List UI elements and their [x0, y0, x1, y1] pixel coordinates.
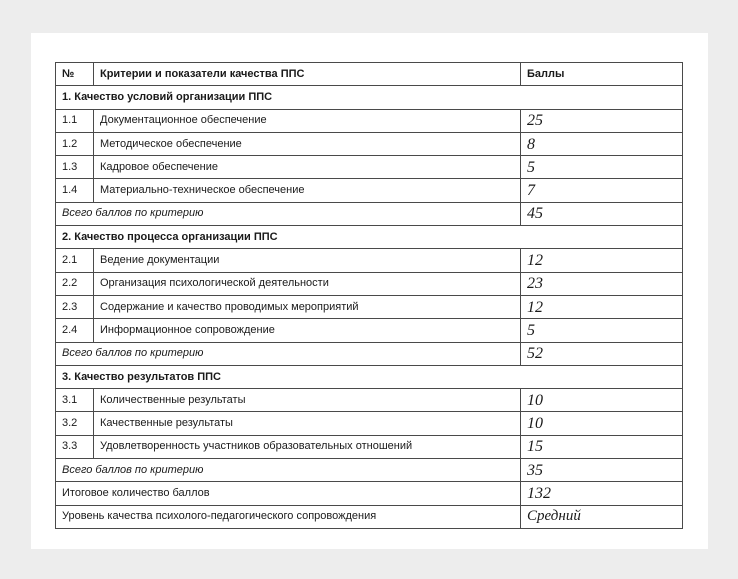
table-row — [56, 295, 683, 318]
row-num: 1.4 — [56, 179, 94, 202]
row-name: Организация психологической деятельности — [94, 272, 521, 295]
row-num: 1.2 — [56, 132, 94, 155]
quality-level-value: Средний — [521, 505, 683, 528]
section-title: 3. Качество результатов ППС — [56, 365, 683, 388]
subtotal-label: Всего баллов по критерию — [56, 342, 521, 365]
section-row — [56, 86, 683, 109]
table-row — [56, 435, 683, 458]
row-score: 15 — [521, 435, 683, 458]
row-num: 3.2 — [56, 412, 94, 435]
row-score: 12 — [521, 249, 683, 272]
row-name: Кадровое обеспечение — [94, 156, 521, 179]
row-score: 5 — [521, 156, 683, 179]
row-num: 2.2 — [56, 272, 94, 295]
table-row — [56, 179, 683, 202]
row-name: Количественные результаты — [94, 389, 521, 412]
header-num: № — [56, 63, 94, 86]
row-num: 1.1 — [56, 109, 94, 132]
table-row — [56, 412, 683, 435]
grand-total-label: Итоговое количество баллов — [56, 482, 521, 505]
subtotal-row — [56, 459, 683, 482]
row-score: 12 — [521, 295, 683, 318]
subtotal-score: 35 — [521, 459, 683, 482]
grand-total-row — [56, 482, 683, 505]
header-score: Баллы — [521, 63, 683, 86]
row-score: 10 — [521, 412, 683, 435]
table-header-row — [56, 63, 683, 86]
row-score: 25 — [521, 109, 683, 132]
table-row — [56, 132, 683, 155]
subtotal-score: 45 — [521, 202, 683, 225]
row-name: Информационное сопровождение — [94, 319, 521, 342]
subtotal-label: Всего баллов по критерию — [56, 459, 521, 482]
subtotal-row — [56, 342, 683, 365]
grand-total-score: 132 — [521, 482, 683, 505]
row-name: Методическое обеспечение — [94, 132, 521, 155]
row-score: 8 — [521, 132, 683, 155]
table-row — [56, 156, 683, 179]
table-row — [56, 109, 683, 132]
row-name: Документационное обеспечение — [94, 109, 521, 132]
row-name: Ведение документации — [94, 249, 521, 272]
row-num: 2.4 — [56, 319, 94, 342]
row-name: Удовлетворенность участников образовательных отношений — [94, 435, 521, 458]
row-score: 23 — [521, 272, 683, 295]
section-title: 1. Качество условий организации ППС — [56, 86, 683, 109]
quality-level-label: Уровень качества психолого-педагогического сопровождения — [56, 505, 521, 528]
subtotal-score: 52 — [521, 342, 683, 365]
row-score: 7 — [521, 179, 683, 202]
row-num: 2.3 — [56, 295, 94, 318]
section-title: 2. Качество процесса организации ППС — [56, 226, 683, 249]
subtotal-label: Всего баллов по критерию — [56, 202, 521, 225]
table-row — [56, 249, 683, 272]
section-row — [56, 226, 683, 249]
row-name: Материально-техническое обеспечение — [94, 179, 521, 202]
subtotal-row — [56, 202, 683, 225]
row-num: 3.3 — [56, 435, 94, 458]
table-row — [56, 319, 683, 342]
header-criteria: Критерии и показатели качества ППС — [94, 63, 521, 86]
criteria-table — [55, 62, 683, 529]
quality-level-row — [56, 505, 683, 528]
row-name: Качественные результаты — [94, 412, 521, 435]
row-num: 2.1 — [56, 249, 94, 272]
row-num: 1.3 — [56, 156, 94, 179]
row-score: 5 — [521, 319, 683, 342]
row-num: 3.1 — [56, 389, 94, 412]
section-row — [56, 365, 683, 388]
table-row — [56, 389, 683, 412]
row-score: 10 — [521, 389, 683, 412]
document-page — [31, 33, 708, 549]
table-row — [56, 272, 683, 295]
row-name: Содержание и качество проводимых мероприятий — [94, 295, 521, 318]
